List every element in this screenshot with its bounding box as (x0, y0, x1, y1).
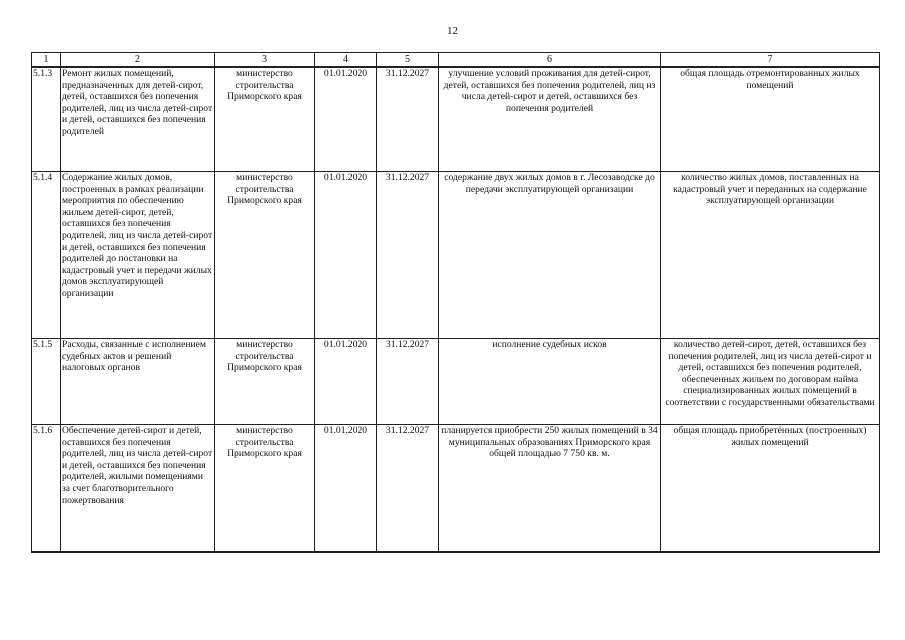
measure-name: Ремонт жилых помещений, предназначенных для детей-сирот, детей, оставшихся без попечения родителей, лиц из числа детей-сирот и детей, оставшихся без попечения родителей (61, 67, 215, 172)
measure-start-date: 01.01.2020 (315, 425, 377, 553)
measure-expected-result: улучшение условий проживания для детей-сирот, детей, оставшихся без попечения родителей, лиц из числа детей-сирот и детей, оставшихся без попечения родителей (439, 67, 661, 172)
program-measures-table (31, 52, 880, 553)
measure-number: 5.1.3 (32, 67, 61, 172)
measure-executor: министерство строительства Приморского края (215, 172, 315, 339)
measure-number: 5.1.4 (32, 172, 61, 339)
measure-name: Обеспечение детей-сирот и детей, оставшихся без попечения родителей, лиц из числа детей-сирот и детей, оставшихся без попечения родителей, жилыми помещениями за счет благотворительного пожертвования (61, 425, 215, 553)
page-number: 12 (447, 25, 458, 37)
measure-executor: министерство строительства Приморского края (215, 67, 315, 172)
column-header-5: 5 (377, 53, 439, 68)
measure-expected-result: содержание двух жилых домов в г. Лесозаводске до передачи эксплуатирующей организации (439, 172, 661, 339)
column-header-6: 6 (439, 53, 661, 68)
measure-number: 5.1.6 (32, 425, 61, 553)
measure-executor: министерство строительства Приморского края (215, 339, 315, 425)
measure-indicator: количество жилых домов, поставленных на кадастровый учет и переданных на содержание эксплуатирующей организации (661, 172, 880, 339)
table-row (32, 339, 880, 425)
column-header-2: 2 (61, 53, 215, 68)
measure-indicator: общая площадь приобретённых (построенных) жилых помещений (661, 425, 880, 553)
measure-start-date: 01.01.2020 (315, 172, 377, 339)
measure-expected-result: планируется приобрести 250 жилых помещений в 34 муниципальных образованиях Приморского края общей площадью 7 750 кв. м. (439, 425, 661, 553)
measure-number: 5.1.5 (32, 339, 61, 425)
measure-start-date: 01.01.2020 (315, 67, 377, 172)
table-row (32, 67, 880, 172)
measure-start-date: 01.01.2020 (315, 339, 377, 425)
measure-end-date: 31.12.2027 (377, 425, 439, 553)
column-header-1: 1 (32, 53, 61, 68)
measure-indicator: общая площадь отремонтированных жилых помещений (661, 67, 880, 172)
column-header-3: 3 (215, 53, 315, 68)
table-row (32, 425, 880, 553)
column-number-header-row (32, 53, 880, 68)
measure-end-date: 31.12.2027 (377, 67, 439, 172)
measure-end-date: 31.12.2027 (377, 339, 439, 425)
measure-end-date: 31.12.2027 (377, 172, 439, 339)
column-header-7: 7 (661, 53, 880, 68)
table-row (32, 172, 880, 339)
measure-executor: министерство строительства Приморского края (215, 425, 315, 553)
column-header-4: 4 (315, 53, 377, 68)
measure-name: Расходы, связанные с исполнением судебных актов и решений налоговых органов (61, 339, 215, 425)
measure-indicator: количество детей-сирот, детей, оставшихся без попечения родителей, лиц из числа детей-сирот и детей, оставшихся без попечения родителей, обеспеченных жильем по договорам найма специализированных жилых помещений в соответствии с государственными обязательствами (661, 339, 880, 425)
measure-name: Содержание жилых домов, построенных в рамках реализации мероприятия по обеспечению жильем детей-сирот, детей, оставшихся без попечения родителей, лиц из числа детей-сирот и детей, оставшихся без попечения родителей до постановки на кадастровый учет и передачи жилых домов эксплуатирующей организации (61, 172, 215, 339)
measure-expected-result: исполнение судебных исков (439, 339, 661, 425)
